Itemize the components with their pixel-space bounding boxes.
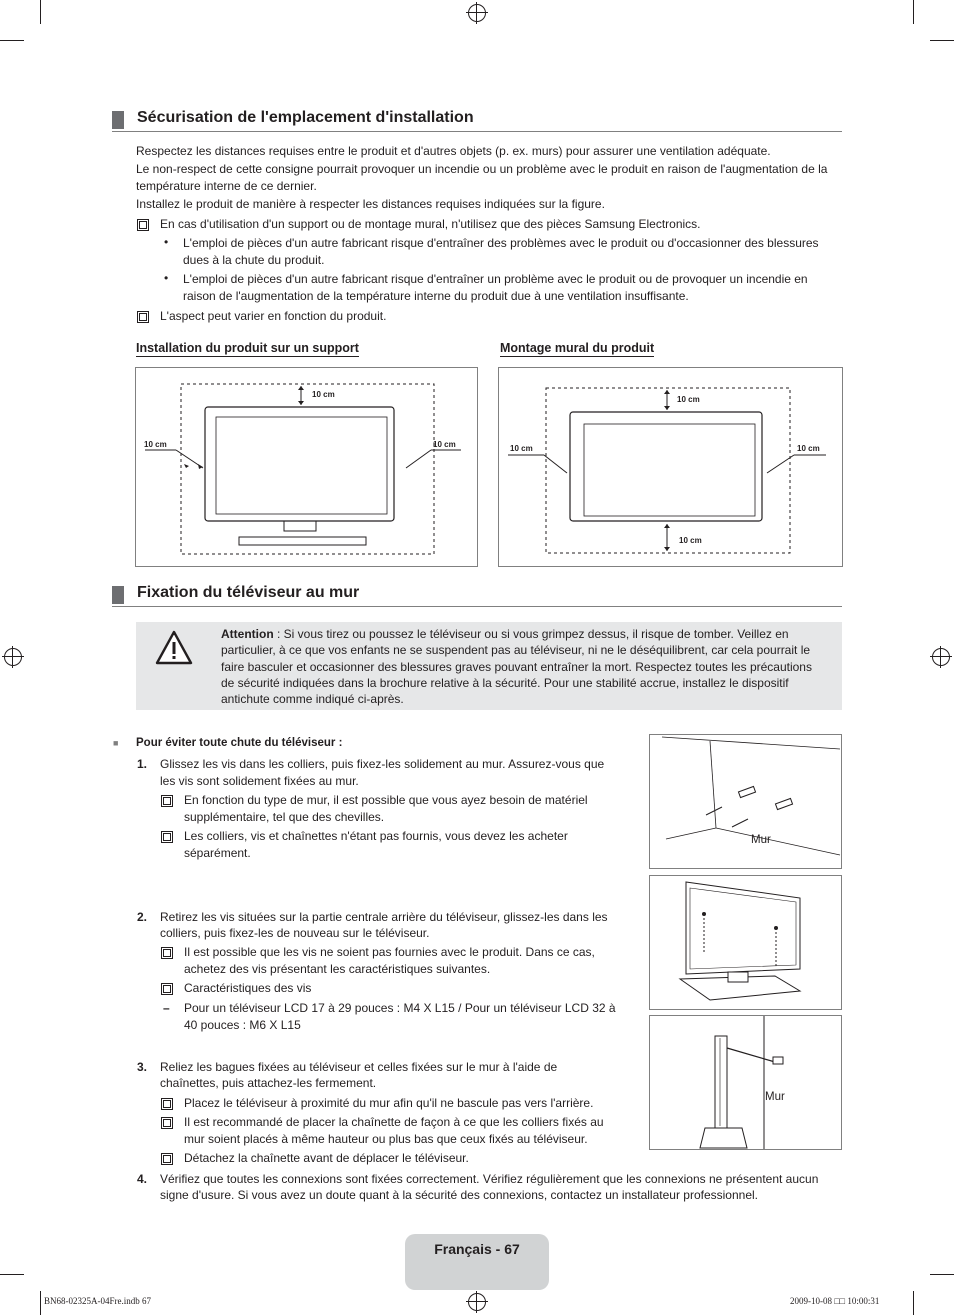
section-heading-wall-fixing	[112, 584, 842, 607]
attention-box	[136, 622, 842, 710]
crop-mark	[930, 40, 954, 41]
step-number: 2.	[137, 910, 148, 924]
note-text: L'aspect peut varier en fonction du produit.	[160, 309, 387, 323]
bullet-text: L'emploi de pièces d'un autre fabricant risque d'entraîner un problème avec le produit ou de provoquer un incendie en	[183, 272, 808, 286]
note-icon	[137, 311, 149, 323]
paragraph: température interne de ce dernier.	[136, 179, 317, 193]
note-text: Détachez la chaînette avant de déplacer le téléviseur.	[184, 1151, 469, 1165]
section-heading-installation	[112, 109, 842, 132]
file-info: BN68-02325A-04Fre.indb 67	[44, 1296, 151, 1306]
dimension-label-left: 10 cm	[144, 440, 167, 449]
spec-text: 40 pouces : M6 X L15	[184, 1018, 301, 1032]
crop-mark	[40, 1291, 41, 1315]
crop-mark	[40, 0, 41, 24]
bullet-text: L'emploi de pièces d'un autre fabricant risque d'entraîner des problèmes avec le produit ou d'occasionner des blessures	[183, 236, 819, 250]
step-text: les vis sont solidement fixées au mur.	[160, 774, 359, 788]
dimension-label-right: 10 cm	[797, 444, 820, 453]
note-text: mur soient placés à même hauteur ou plus bas que ceux fixés au téléviseur.	[184, 1132, 588, 1146]
dimension-label-left: 10 cm	[510, 444, 533, 453]
figure-title-stand: Installation du produit sur un support	[136, 341, 359, 355]
wall-label: Mur	[765, 1091, 785, 1103]
bullet-text: raison de l'augmentation de la température interne du produit due à une ventilation insuffisante.	[183, 289, 689, 303]
bullet: •	[164, 271, 169, 285]
note-text: Les colliers, vis et chaînettes n'étant pas fournis, vous devez les acheter	[184, 829, 568, 843]
dash-bullet: –	[163, 1001, 170, 1015]
note-text: séparément.	[184, 846, 251, 860]
crop-mark	[930, 1274, 954, 1275]
dimension-label-right: 10 cm	[433, 440, 456, 449]
figure-tv-back	[649, 875, 842, 1010]
tv-back-illustration	[650, 876, 841, 1009]
step-text: Retirez les vis situées sur la partie centrale arrière du téléviseur, glissez-les dans les	[160, 910, 608, 924]
attention-text: : Si vous tirez ou poussez le téléviseur ou si vous grimpez dessus, il risque de tomber. Veillez en	[273, 627, 789, 641]
note-icon	[161, 1098, 173, 1110]
crop-mark	[0, 40, 24, 41]
step-number: 3.	[137, 1060, 148, 1074]
heading-bar	[112, 111, 124, 129]
page-number: Français - 67	[434, 1241, 520, 1257]
date-info: 2009-10-08 □□ 10:00:31	[790, 1296, 880, 1306]
note-icon	[161, 947, 173, 959]
crop-mark	[0, 1274, 24, 1275]
note-text: Caractéristiques des vis	[184, 981, 312, 995]
figure-wall-brackets	[649, 734, 842, 869]
registration-mark-icon	[932, 648, 950, 666]
stand-tv-illustration	[136, 368, 477, 566]
note-text: Placez le téléviseur à proximité du mur afin qu'il ne bascule pas vers l'arrière.	[184, 1096, 594, 1110]
note-text: achetez des vis présentant les caractéristiques suivantes.	[184, 962, 491, 976]
paragraph: Installez le produit de manière à respecter les distances requises indiquées sur la figure.	[136, 197, 605, 211]
dimension-label-top: 10 cm	[312, 390, 335, 399]
section-title: Fixation du téléviseur au mur	[137, 584, 360, 601]
crop-mark	[913, 1291, 914, 1315]
bullet: •	[164, 235, 169, 249]
note-text: Il est possible que les vis ne soient pas fournies avec le produit. Dans ce cas,	[184, 945, 595, 959]
figure-title-wall: Montage mural du produit	[500, 341, 655, 355]
step-number: 1.	[137, 757, 148, 771]
page-tab	[405, 1234, 549, 1290]
step-text: Reliez les bagues fixées au téléviseur et celles fixées sur le mur à l'aide de	[160, 1060, 558, 1074]
bullet-text: dues à la chute du produit.	[183, 253, 325, 267]
attention-line: de sécurité indiquées dans la brochure relative à la sécurité. Pour une stabilité accrue, installez le dispositif	[221, 676, 789, 690]
spec-text: Pour un téléviseur LCD 17 à 29 pouces : M4 X L15 / Pour un téléviseur LCD 32 à	[184, 1001, 616, 1015]
paragraph: Respectez les distances requises entre le produit et d'autres objets (p. ex. murs) pour assurer une ventilation adéquate.	[136, 144, 771, 158]
wall-brackets-illustration	[650, 735, 841, 868]
registration-mark-icon	[468, 1293, 486, 1311]
step-text: Glissez les vis dans les colliers, puis fixez-les solidement au mur. Assurez-vous que	[160, 757, 605, 771]
step-number: 4.	[137, 1172, 148, 1186]
side-view-illustration	[650, 1016, 841, 1149]
attention-line: antichute comme indiqué ci-après.	[221, 692, 404, 706]
paragraph: Le non-respect de cette consigne pourrait provoquer un incendie ou un problème avec le produit en raison de l'augmentation de la	[136, 162, 828, 176]
step-text: colliers, puis fixez-les de nouveau sur le téléviseur.	[160, 926, 430, 940]
dimension-label-top: 10 cm	[677, 395, 700, 404]
wall-tv-illustration	[499, 368, 842, 566]
dimension-label-bottom: 10 cm	[679, 536, 702, 545]
step-text: Vérifiez que toutes les connexions sont fixées correctement. Vérifiez régulièrement que les connexions ne présentent aucun	[160, 1172, 819, 1186]
step-text: signe d'usure. Si vous avez un doute quant à la sécurité des connexions, contactez un installateur professionnel.	[160, 1188, 758, 1202]
note-icon	[137, 219, 149, 231]
note-text: En fonction du type de mur, il est possible que vous ayez besoin de matériel	[184, 793, 588, 807]
wall-label: Mur	[751, 834, 771, 846]
note-icon	[161, 1117, 173, 1129]
crop-mark	[913, 0, 914, 24]
note-text: Il est recommandé de placer la chaînette de façon à ce que les colliers fixés au	[184, 1115, 604, 1129]
section-title: Sécurisation de l'emplacement d'installation	[137, 109, 474, 126]
note-icon	[161, 1153, 173, 1165]
subtitle: Pour éviter toute chute du téléviseur :	[136, 737, 343, 749]
attention-line: faire basculer et occasionner des blessures graves pouvant entraîner la mort. Respectez toutes les précautions	[221, 660, 812, 674]
heading-bar	[112, 586, 124, 604]
figure-wall-mount	[498, 367, 843, 567]
note-icon	[161, 831, 173, 843]
step-text: chaînettes, puis attachez-les fermement.	[160, 1076, 377, 1090]
attention-line	[221, 626, 789, 643]
square-bullet: ■	[113, 738, 119, 748]
note-text: supplémentaire, tel que des chevilles.	[184, 810, 385, 824]
note-icon	[161, 983, 173, 995]
attention-line: particulier, à ce que vos enfants ne se suspendent pas au téléviseur, ni ne le déséquilibrent, car cela pourrait le	[221, 643, 811, 657]
note-text: En cas d'utilisation d'un support ou de montage mural, n'utilisez que des pièces Samsung Electronics.	[160, 217, 701, 231]
figure-stand-installation	[135, 367, 478, 567]
figure-side-view	[649, 1015, 842, 1150]
registration-mark-icon	[4, 648, 22, 666]
registration-mark-icon	[468, 4, 486, 22]
note-icon	[161, 795, 173, 807]
warning-triangle-icon	[155, 630, 193, 666]
attention-label: Attention	[221, 627, 274, 641]
